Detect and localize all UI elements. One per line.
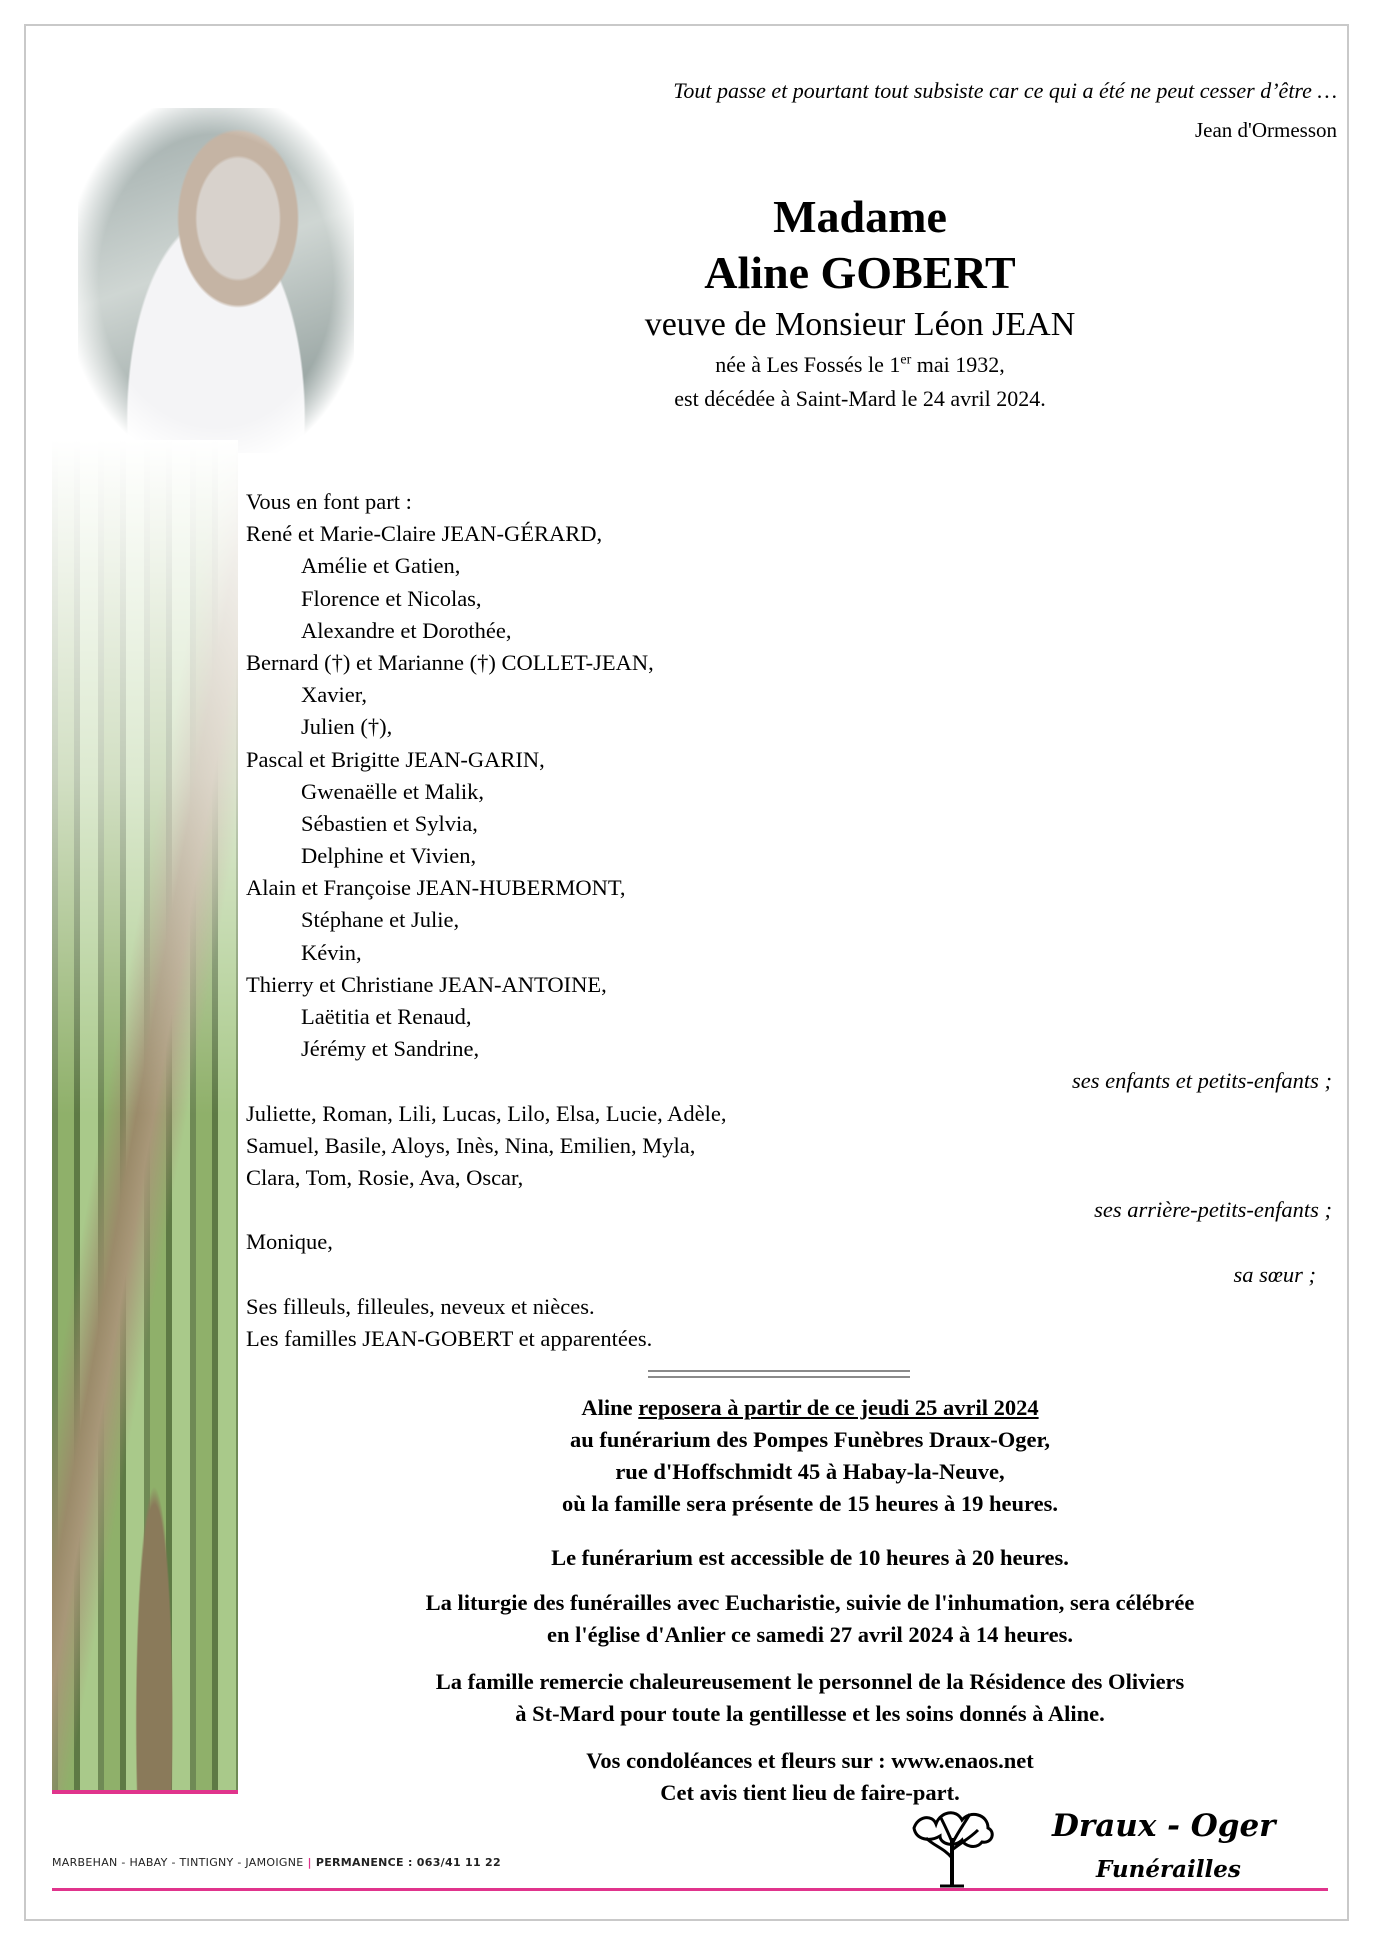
brand-name: Draux - Oger bbox=[1052, 1808, 1276, 1844]
family-line: Sébastien et Sylvia, bbox=[301, 810, 478, 836]
family-line: Pascal et Brigitte JEAN-GARIN, bbox=[246, 746, 545, 772]
family-line: Juliette, Roman, Lili, Lucas, Lilo, Elsa, Lucie, Adèle, bbox=[246, 1100, 727, 1126]
condolences-paragraph: Vos condoléances et fleurs sur : www.enaos.net Cet avis tient lieu de faire-part. bbox=[586, 1748, 1034, 1805]
family-line: Gwenaëlle et Malik, bbox=[301, 778, 485, 804]
family-line: sa sœur ; bbox=[1233, 1261, 1316, 1287]
epigraph-author: Jean d'Ormesson bbox=[1194, 118, 1337, 142]
footer-locations: MARBEHAN - HABAY - TINTIGNY - JAMOIGNE | PERMANENCE : 063/41 11 22 bbox=[52, 1856, 501, 1869]
tree-logo-icon bbox=[904, 1798, 1000, 1888]
family-line: Jérémy et Sandrine, bbox=[301, 1036, 480, 1062]
family-line: Thierry et Christiane JEAN-ANTOINE, bbox=[246, 971, 607, 997]
footer-accent-line bbox=[52, 1888, 1328, 1891]
family-line: Laëtitia et Renaud, bbox=[301, 1004, 472, 1029]
family-line: Kévin, bbox=[301, 939, 362, 965]
brand-subtitle: Funérailles bbox=[1090, 1856, 1247, 1883]
family-line: Xavier, bbox=[301, 682, 367, 708]
forest-accent-bar bbox=[52, 1790, 238, 1794]
family-line: Samuel, Basile, Aloys, Inès, Nina, Emilien, Myla, bbox=[246, 1132, 696, 1158]
permanence-phone: PERMANENCE : 063/41 11 22 bbox=[315, 1856, 501, 1869]
viewing-paragraph: Aline reposera à partir de ce jeudi 25 avril 2024 au funérarium des Pompes Funèbres Draux-Oger, rue d'Hoffschmidt 45 à Habay-la-Neuve, où la famille sera présente de 15 heures à 19 heures. bbox=[562, 1395, 1058, 1516]
section-separator bbox=[648, 1370, 910, 1378]
liturgy-paragraph: La liturgie des funérailles avec Eucharistie, suivie de l'inhumation, sera célébrée en l'église d'Anlier ce samedi 27 avril 2024 à 14 heures. bbox=[425, 1590, 1195, 1647]
family-line: Alain et Françoise JEAN-HUBERMONT, bbox=[246, 875, 626, 901]
death-info: est décédée à Saint-Mard le 24 avril 2024. bbox=[674, 386, 1046, 411]
family-line: Stéphane et Julie, bbox=[301, 907, 460, 933]
family-line: Ses filleuls, filleules, neveux et nièces. bbox=[246, 1293, 595, 1319]
family-line: Clara, Tom, Rosie, Ava, Oscar, bbox=[246, 1164, 524, 1190]
family-line: Vous en font part : bbox=[246, 489, 412, 514]
family-line: Julien (†), bbox=[301, 714, 393, 740]
family-line: Bernard (†) et Marianne (†) COLLET-JEAN, bbox=[246, 649, 654, 675]
family-line: Delphine et Vivien, bbox=[301, 843, 477, 869]
funerarium-hours: Le funérarium est accessible de 10 heures à 20 heures. bbox=[551, 1545, 1069, 1570]
honorific: Madame bbox=[773, 191, 947, 242]
portrait-photo bbox=[78, 108, 354, 453]
widow-of: veuve de Monsieur Léon JEAN bbox=[644, 306, 1076, 343]
deceased-name: Aline GOBERT bbox=[704, 247, 1016, 298]
family-line: ses arrière-petits-enfants ; bbox=[1094, 1197, 1332, 1223]
family-line: Alexandre et Dorothée, bbox=[301, 617, 512, 643]
epigraph-quote: Tout passe et pourtant tout subsiste car ce qui a été ne peut cesser d’être … bbox=[673, 78, 1337, 103]
family-line: ses enfants et petits-enfants ; bbox=[1072, 1068, 1332, 1094]
family-line: René et Marie-Claire JEAN-GÉRARD, bbox=[246, 521, 603, 547]
family-line: Amélie et Gatien, bbox=[301, 553, 461, 579]
family-line: Les familles JEAN-GOBERT et apparentées. bbox=[246, 1325, 653, 1351]
family-line: Monique, bbox=[246, 1229, 333, 1255]
family-line: Florence et Nicolas, bbox=[301, 585, 482, 611]
forest-path-image bbox=[52, 440, 238, 1790]
thanks-paragraph: La famille remercie chaleureusement le personnel de la Résidence des Oliviers à St-Mard pour toute la gentillesse et les soins donnés à Aline. bbox=[435, 1669, 1185, 1726]
family-list bbox=[246, 486, 1336, 1355]
birth-info: née à Les Fossés le 1er mai 1932, bbox=[715, 352, 1005, 377]
